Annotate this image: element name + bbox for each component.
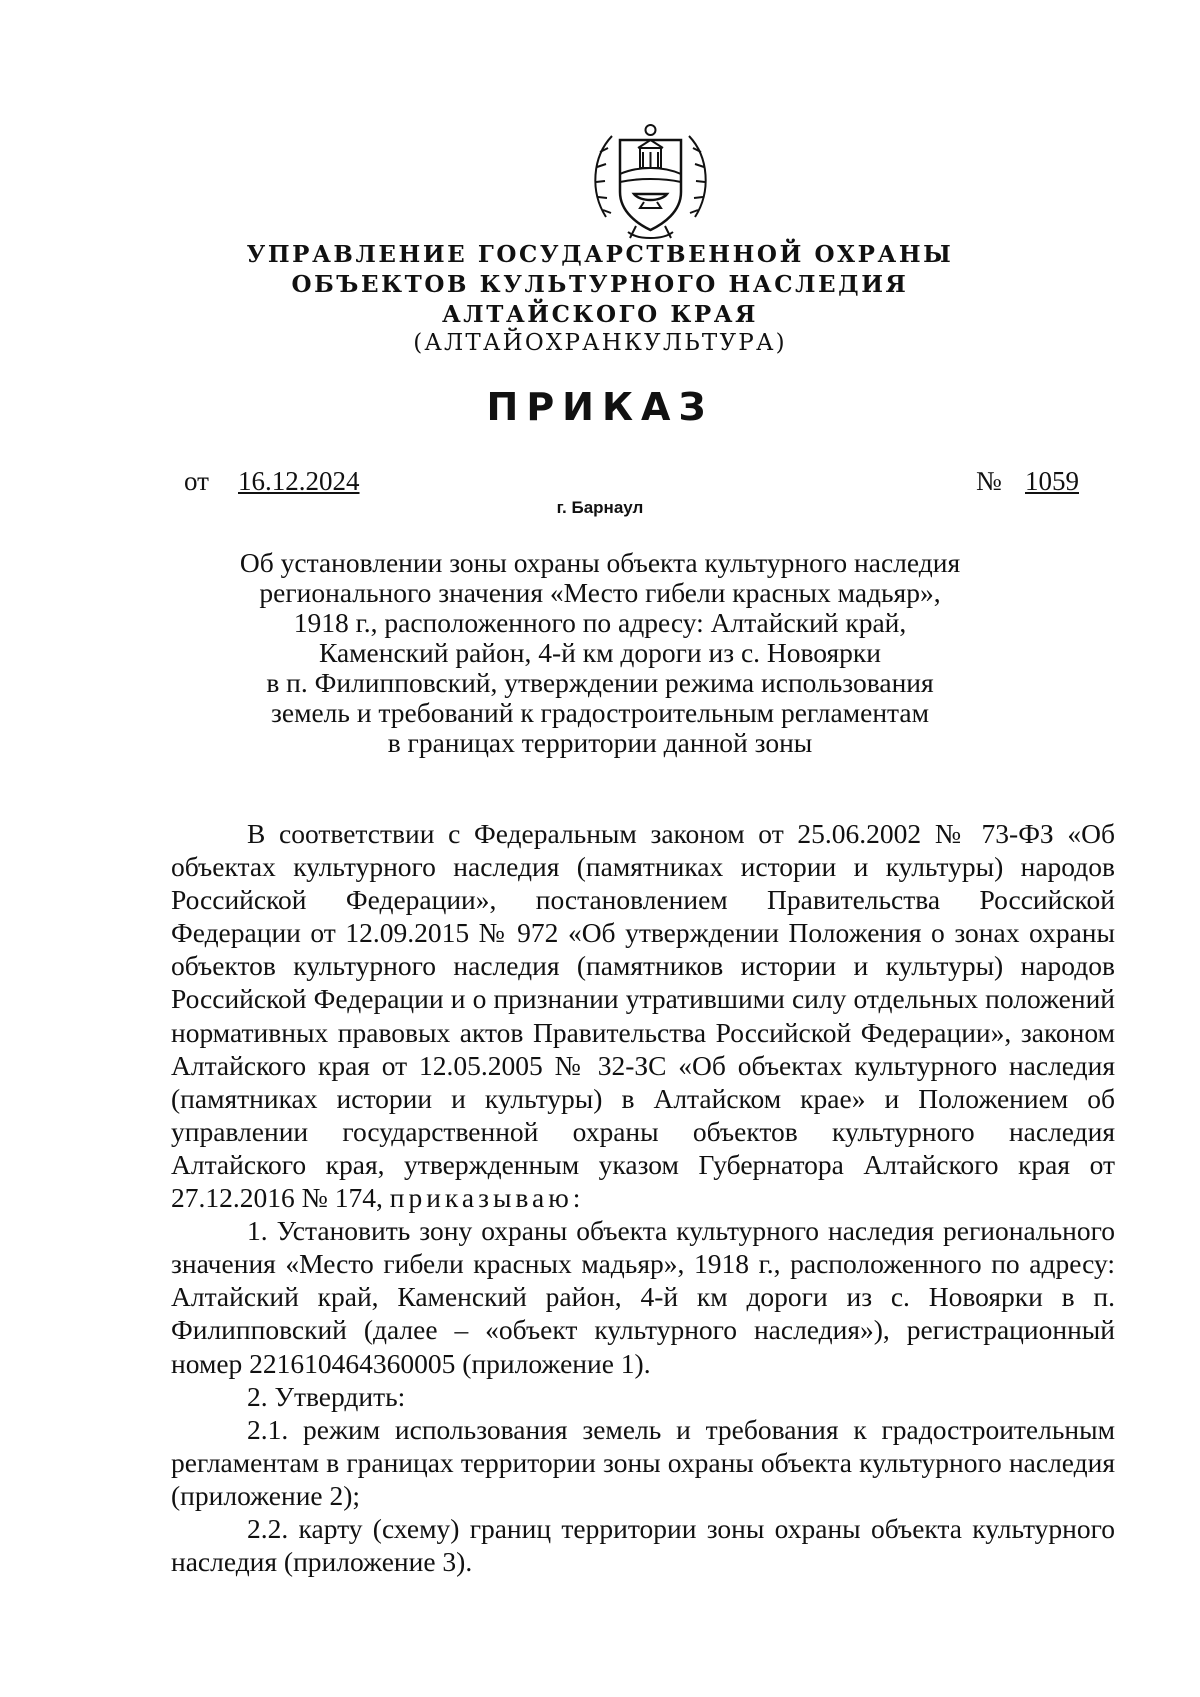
order-word: приказываю: <box>389 1182 585 1214</box>
document-body <box>171 817 1115 1578</box>
date-prefix-label: от <box>184 466 209 496</box>
subject-line: Каменский район, 4-й км дороги из с. Новоярки <box>318 637 882 668</box>
number-sign-label: № <box>976 466 1002 496</box>
agency-name <box>0 240 1200 330</box>
subject-line: в границах территории данной зоны <box>387 727 813 758</box>
order-item-1: 1. Установить зону охраны объекта культурного наследия регионального значения «Место гибели красных мадьяр», 1918 г., расположенного по адресу: Алтайский край, Каменский район, 4-й км дороги из с. Новоярки в п. Филипповский (далее – «объект культурного наследия»), регистрационный номер 221610464360005 (приложение 1). <box>171 1215 1115 1379</box>
city-label: г. Барнаул <box>556 498 644 517</box>
subject-line: Об установлении зоны охраны объекта культурного наследия <box>239 547 961 578</box>
preamble-text: В соответствии с Федеральным законом от 25.06.2002 № 73-ФЗ «Об объектах культурного наследия (памятниках истории и культуры) народов Российской Федерации», постановлением Правительства Российской Федерации от 12.09.2015 № 972 «Об утверждении Положения о зонах охраны объектов культурного наследия (памятников истории и культуры) народов Российской Федерации и о признании утратившими силу отдельных положений нормативных правовых актов Правительства Российской Федерации», законом Алтайского края от 12.05.2005 № 32-ЗС «Об объектах культурного наследия (памятниках истории и культуры) в Алтайском крае» и Положением об управлении государственной охраны объектов культурного наследия Алтайского края, утвержденным указом Губернатора Алтайского края от 27.12.2016 № 174, <box>171 818 1115 1214</box>
coat-of-arms-emblem <box>588 122 713 252</box>
order-item-2-2: 2.2. карту (схему) границ территории зоны охраны объекта культурного наследия (приложение 3). <box>171 1512 1115 1578</box>
order-item-2-1: 2.1. режим использования земель и требования к градостроительным регламентам в границах территории зоны охраны объекта культурного наследия (приложение 2); <box>171 1413 1115 1511</box>
document-date: 16.12.2024 <box>238 466 360 496</box>
agency-name-line-2: ОБЪЕКТОВ КУЛЬТУРНОГО НАСЛЕДИЯ <box>291 271 909 298</box>
subject-line: 1918 г., расположенного по адресу: Алтайский край, <box>293 607 907 638</box>
document-number: 1059 <box>1025 466 1079 496</box>
agency-name-line-1: УПРАВЛЕНИЕ ГОСУДАРСТВЕННОЙ ОХРАНЫ <box>246 241 954 268</box>
document-subject <box>200 548 1000 758</box>
order-item-2: 2. Утвердить: <box>247 1380 406 1412</box>
agency-short-name: (АЛТАЙОХРАНКУЛЬТУРА) <box>413 330 787 356</box>
agency-name-line-3: АЛТАЙСКОГО КРАЯ <box>441 301 759 328</box>
document-type-title: ПРИКАЗ <box>486 385 714 429</box>
subject-line: регионального значения «Место гибели красных мадьяр», <box>259 577 941 608</box>
preamble-paragraph <box>171 817 1115 1214</box>
subject-line: в п. Филипповский, утверждении режима использования <box>266 667 934 698</box>
subject-line: земель и требований к градостроительным регламентам <box>271 697 929 728</box>
